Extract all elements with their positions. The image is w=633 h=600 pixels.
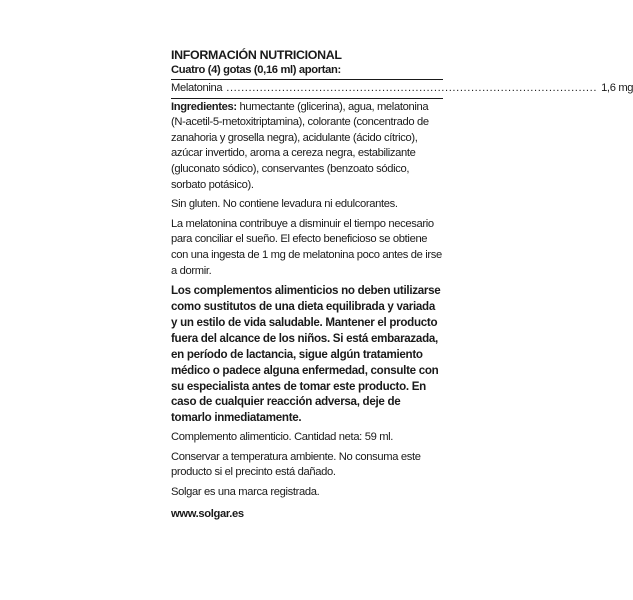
storage-statement: Conservar a temperatura ambiente. No consuma este producto si el precinto está dañado. — [171, 450, 421, 479]
warning-text: Los complementos alimenticios no deben utilizarse como sustitutos de una dieta equilibrada y variada y un estilo de vida saludable. Mantener el producto fuera del alcance de los niños. Si está embarazada, en período de lactancia, sigue algún tratamiento médico o padece alguna enfermedad, consulte con su especialista antes de tomar este producto. En caso de cualquier reacción adversa, deje de tomarlo inmediatamente. — [171, 284, 441, 425]
nutrition-label — [171, 47, 633, 526]
trademark-statement: Solgar es una marca registrada. — [171, 486, 320, 499]
divider-line — [171, 79, 443, 80]
health-claim: La melatonina contribuye a disminuir el tiempo necesario para conciliar el sueño. El efecto beneficioso se obtiene con una ingesta de 1 mg de melatonina poco antes de irse a dormir. — [171, 217, 442, 277]
gluten-statement: Sin gluten. No contiene levadura ni edulcorantes. — [171, 198, 398, 211]
nutrient-row — [171, 81, 633, 97]
ingredients-text: humectante (glicerina), agua, melatonina (N-acetil-5-metoxitriptamina), colorante (concentrado de zanahoria y grosella negra), acidulante (ácido cítrico), azúcar invertido, aroma a cereza negra, estabilizante (gluconato sódico), conservantes (benzoato sódico, sorbato potásico). — [171, 100, 429, 191]
nutrient-value: 1,6 mg — [601, 82, 633, 94]
ingredients-label: Ingredientes: — [171, 100, 237, 113]
supplement-statement: Complemento alimenticio. Cantidad neta: 59 ml. — [171, 431, 394, 444]
website-link[interactable]: www.solgar.es — [171, 507, 244, 520]
nutrient-leader-dots: .................................................................................................... — [226, 82, 598, 94]
ingredients-paragraph — [171, 100, 443, 194]
serving-size: Cuatro (4) gotas (0,16 ml) aportan: — [171, 64, 341, 76]
label-title: INFORMACIÓN NUTRICIONAL — [171, 48, 342, 62]
nutrient-name: Melatonina — [171, 82, 223, 94]
divider-line — [171, 98, 443, 99]
